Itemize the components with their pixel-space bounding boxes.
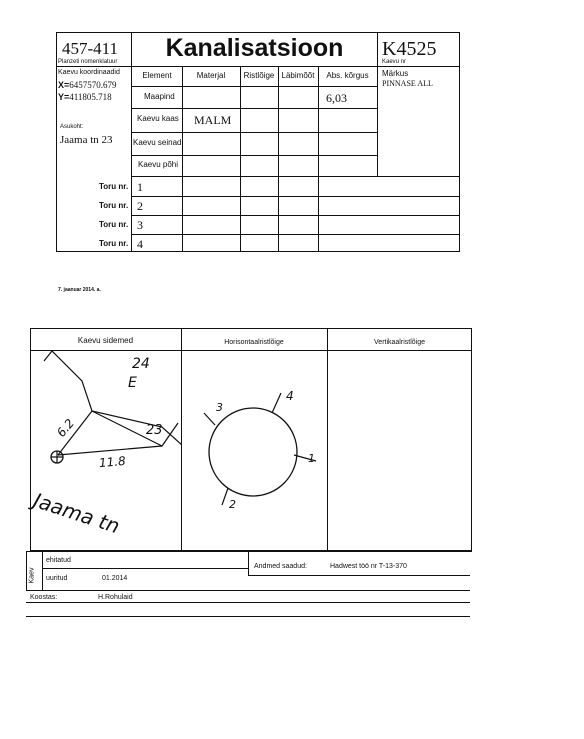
pipe-stub-3 [204,413,215,425]
pipe-label-2: Toru nr. [99,201,129,210]
pipe-stub-4 [272,393,281,413]
coordinate-x: X=6457570.679 [58,80,117,90]
hw-label-24: 24 [132,356,150,372]
col-header-element: Element [142,71,172,80]
row-element-ground: Maapind [144,92,175,101]
horizontal-section-sketch [182,351,327,551]
hw-pipe-1: 1 [308,452,315,465]
nomenclature-caption: Planzeti nomenklatuur [58,59,118,65]
row-elevation-ground: 6,03 [326,91,347,105]
nomenclature-number: 457-411 [62,39,119,58]
hw-pipe-3: 3 [216,401,223,414]
section-vertical-title: Vertikaalristlõige [374,339,425,346]
col-header-diameter: Läbimõõt [281,71,315,80]
well-circle [209,408,297,496]
hw-pipe-2: 2 [229,498,236,511]
footer-measured-date: 01.2014 [102,575,128,582]
row-element-walls: Kaevu seinad [133,138,182,147]
pipe-number-4: 4 [137,237,143,251]
pipe-label-4: Toru nr. [99,239,129,248]
location-caption: Asukoht: [60,124,84,130]
section-horizontal-title: Horisontaalristlõige [224,339,284,346]
col-header-cross-section: Ristlõige [243,71,275,80]
coordinate-y: Y=411805.718 [58,92,112,102]
footer-composed-label: Koostas: [30,594,58,601]
footer-composed-value: H.Rohulaid [98,594,133,601]
pipe-stub-2 [222,488,228,505]
hw-label-62: 6.2 [54,416,78,440]
hw-pipe-4: 4 [286,389,294,403]
footer-data-value: Hadwest töö nr T-13-370 [330,563,407,570]
well-number-caption: Kaevu nr [382,59,407,65]
location-value: Jaama tn 23 [60,134,113,146]
pipe-number-2: 2 [137,199,143,213]
col-header-material: Materjal [196,71,226,80]
hw-label-118: 11.8 [98,453,127,471]
pipe-number-1: 1 [137,180,143,194]
well-card [56,32,460,252]
row-element-bottom: Kaevu põhi [138,160,179,169]
row-material-cover: MALM [194,113,232,127]
pipe-number-3: 3 [137,218,143,232]
well-number: K4525 [382,38,437,60]
date-stamp: 7. jaanuar 2014. a. [58,287,101,293]
col-header-remarks: Märkus [382,69,409,78]
pipe-label-3: Toru nr. [99,220,129,229]
footer-built-label: ehitatud [46,557,71,564]
hw-label-e: E [128,375,137,391]
row-element-cover: Kaevu kaas [137,114,179,123]
footer-data-label: Andmed saadud: [254,563,307,570]
col-header-elevation: Abs. kõrgus [326,71,369,80]
document-title: Kanalisatsioon [165,34,344,62]
coordinates-caption: Kaevu koordinaadid [58,69,120,76]
remarks-value: PINNASE ALL [382,79,433,88]
footer-measured-label: uuritud [46,575,68,582]
footer-side-label: Kaev [28,567,36,584]
pipe-label-1: Toru nr. [99,182,129,191]
hw-label-23: 23 [146,423,163,438]
section-ties-title: Kaevu sidemed [77,336,134,345]
hw-street-name: Jaama tn [30,488,123,539]
